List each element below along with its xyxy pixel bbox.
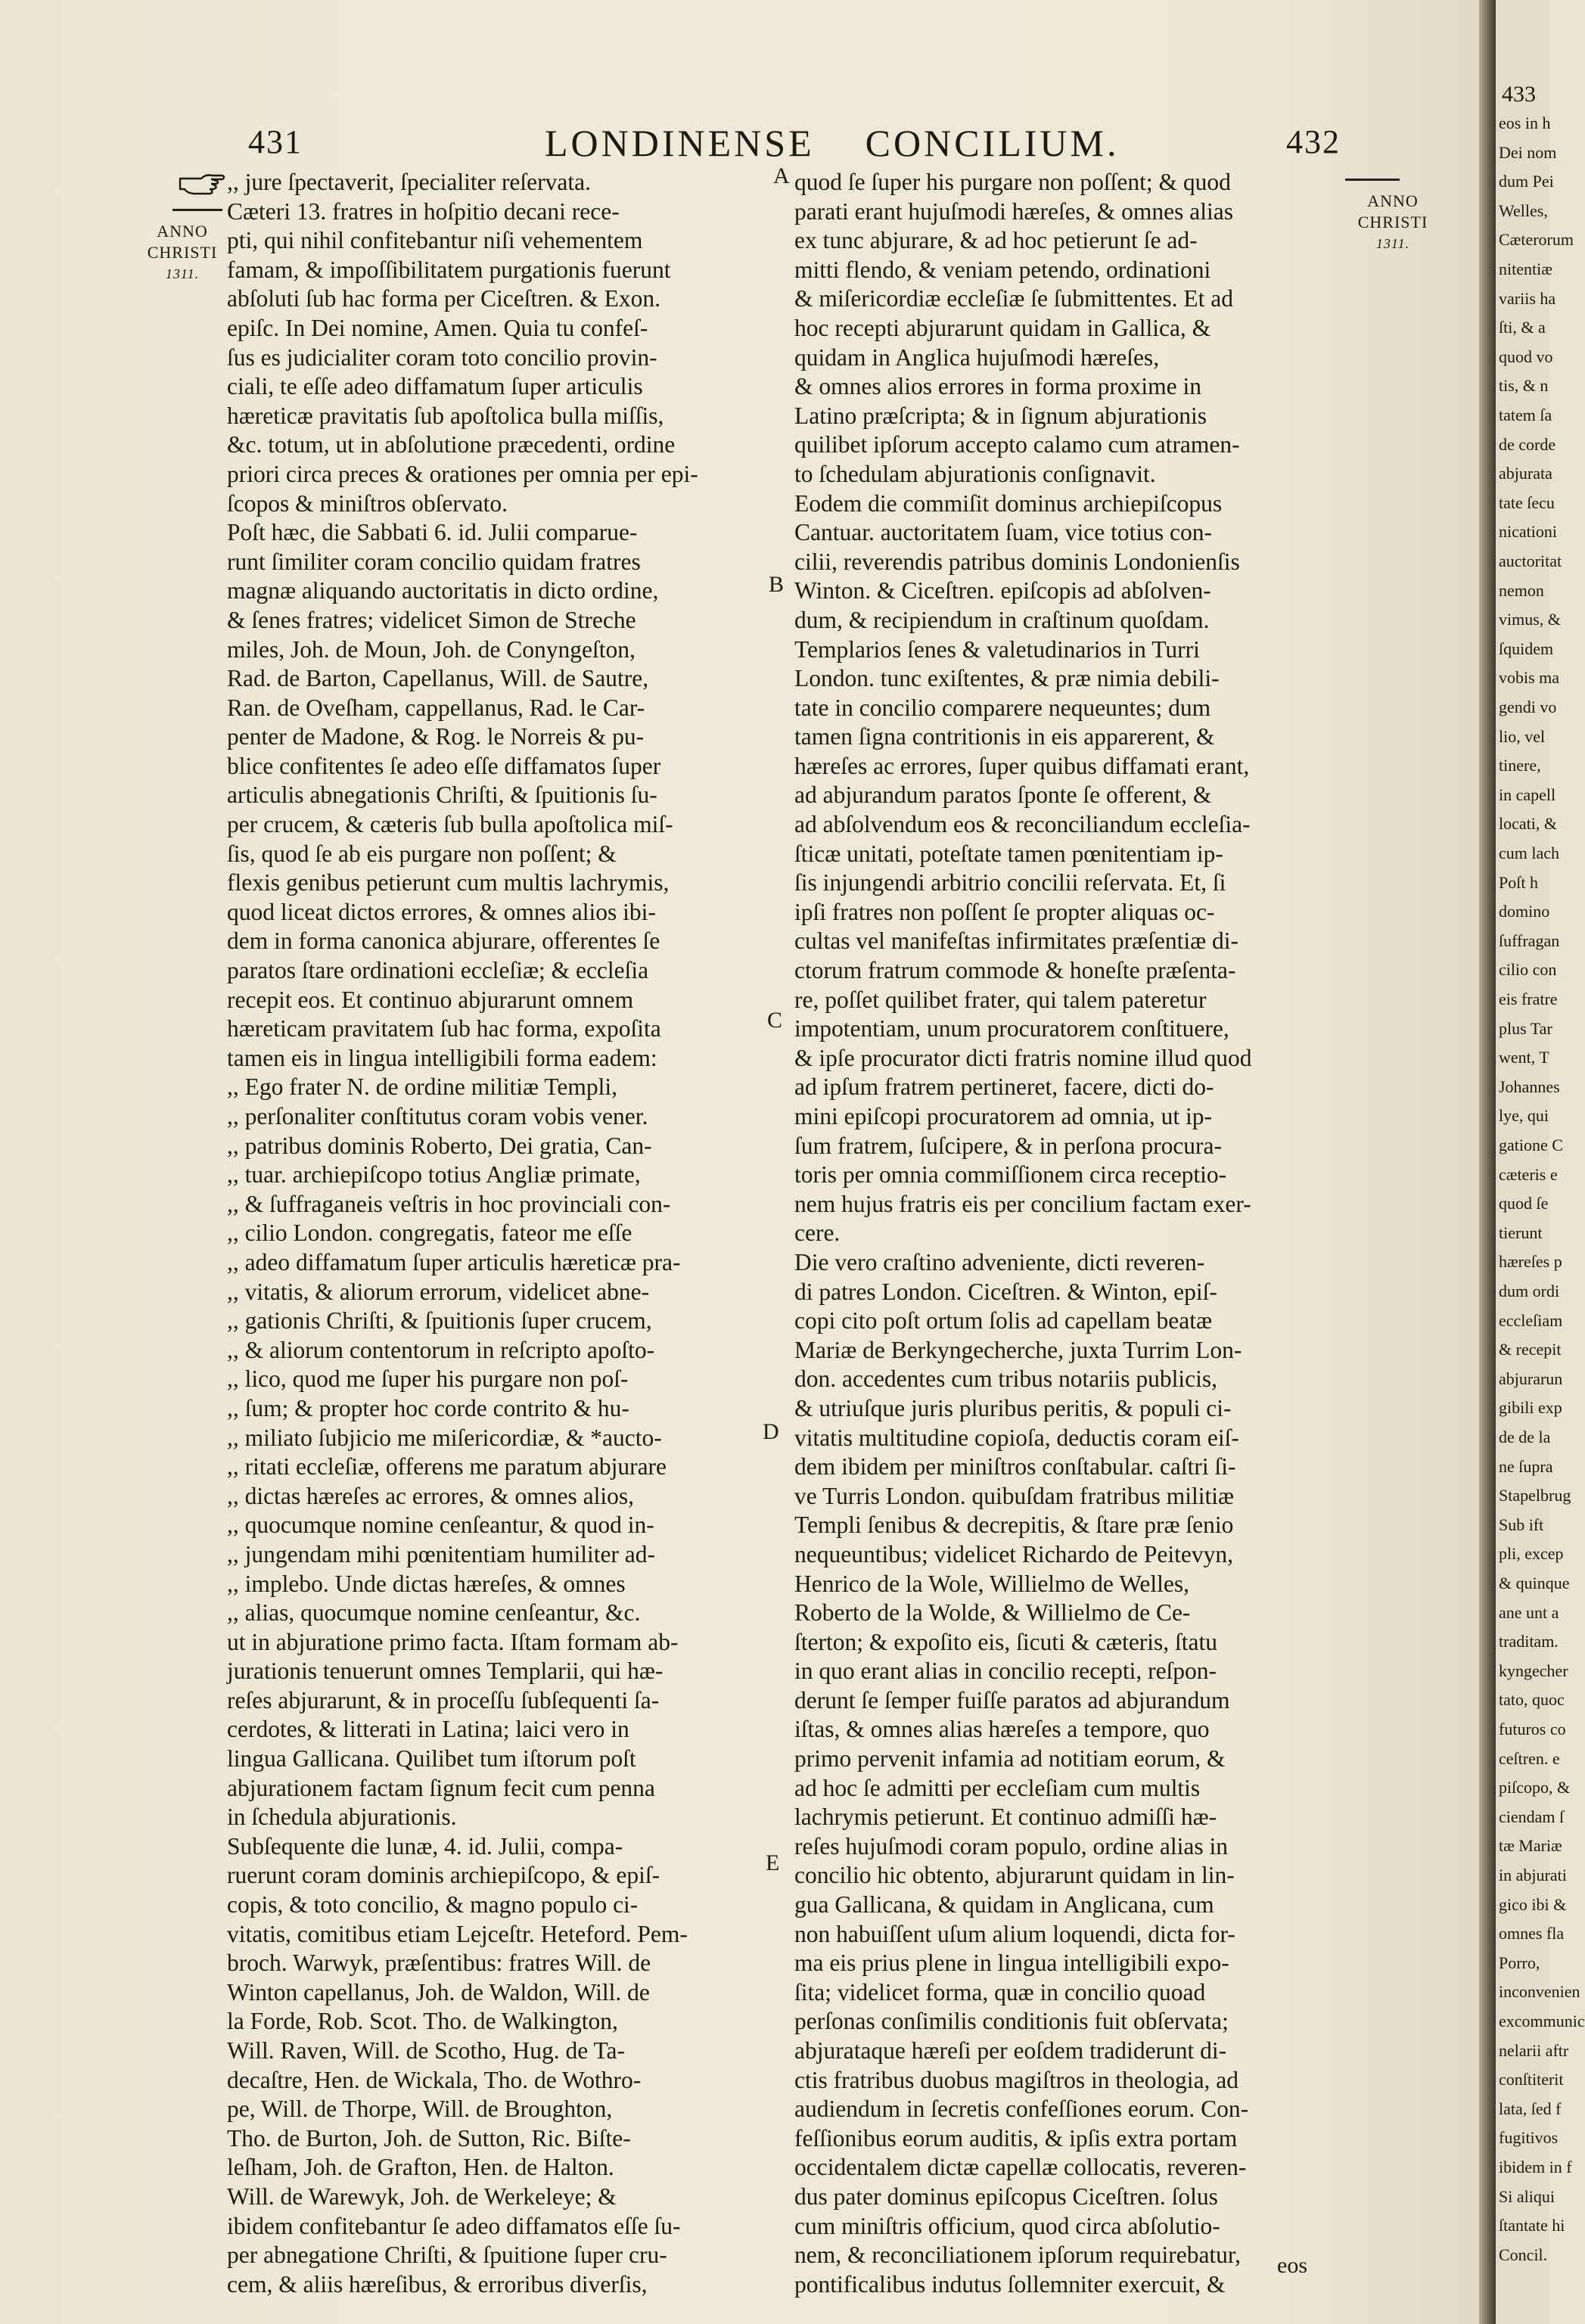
next-page-fragment: variis ha: [1499, 288, 1556, 308]
text-line: blice confitentes ſe adeo eſſe diffamatos ſuper: [227, 752, 661, 779]
text-line: vitatis, comitibus etiam Lejceſtr. Heteford. Pem-: [227, 1920, 688, 1947]
text-line: cem, & aliis hæreſibus, & erroribus diverſis,: [227, 2270, 648, 2298]
next-page-fragment: piſcopo, &: [1499, 1778, 1571, 1797]
text-line: per crucem, & cæteris ſub bulla apoſtolica miſ-: [227, 811, 673, 838]
next-page-fragment: ceſtren. e: [1499, 1748, 1560, 1768]
text-line: broch. Warwyk, præſentibus: fratres Will. de: [227, 1950, 651, 1977]
text-line: ſcopos & miniſtros obſervato.: [227, 489, 508, 517]
next-page-fragment: tato, quoc: [1499, 1690, 1565, 1710]
text-line: cerdotes, & litterati in Latina; laici vero in: [227, 1716, 629, 1743]
next-page-fragment: in abjurati: [1499, 1866, 1567, 1884]
text-line: & omnes alios errores in forma proxime in: [794, 373, 1201, 400]
text-line: nequeuntibus; videlicet Richardo de Peitevyn,: [794, 1540, 1233, 1567]
text-line: abſoluti ſub hac forma per Ciceſtren. & Exon.: [227, 285, 660, 312]
text-line: pe, Will. de Thorpe, Will. de Broughton,: [227, 2096, 613, 2123]
text-line: ,, & aliorum contentorum in reſcripto apoſto-: [227, 1336, 655, 1363]
text-line: decaſtre, Hen. de Wickala, Tho. de Wothro-: [227, 2066, 642, 2093]
running-title-right: CONCILIUM.: [865, 122, 1120, 164]
year-label: 1311.: [165, 266, 200, 281]
text-line: Winton capellanus, Joh. de Waldon, Will. de: [227, 1978, 650, 2006]
next-page-fragment: conſtiterit: [1499, 2070, 1564, 2089]
text-line: cum miniſtris officium, quod circa abſolutio-: [794, 2212, 1220, 2239]
text-line: ctis fratribus duobus magiſtros in theologia, ad: [794, 2066, 1239, 2093]
text-line: lachrymis petierunt. Et continuo admiſſi hæ-: [794, 1804, 1217, 1831]
text-line: Templarios ſenes & valetudinarios in Turri: [794, 635, 1200, 663]
anno-label: ANNO: [157, 222, 208, 241]
text-line: ve Turris London. quibuſdam fratribus militiæ: [794, 1482, 1234, 1509]
text-line: quod ſe ſuper his purgare non poſſent; & quod: [794, 169, 1231, 195]
text-line: reſes hujuſmodi coram populo, ordine alias in: [794, 1832, 1228, 1860]
christi-label: CHRISTI: [1357, 213, 1428, 231]
next-page-fragment: Dei nom: [1499, 142, 1557, 162]
text-line: famam, & impoſſibilitatem purgationis fuerunt: [227, 256, 671, 283]
anno-label: ANNO: [1367, 191, 1419, 210]
text-line: Cantuar. auctoritatem ſuam, vice totius con-: [794, 519, 1212, 546]
next-page-fragment: tatem ſa: [1499, 405, 1552, 424]
next-page-fragment: abjurata: [1499, 464, 1552, 483]
text-line: leſham, Joh. de Grafton, Hen. de Halton.: [227, 2154, 614, 2181]
margin-letter-a: A: [773, 163, 790, 188]
next-page-fragment: omnes fla: [1499, 1924, 1565, 1943]
text-line: Will. de Warewyk, Joh. de Werkeleye; &: [227, 2183, 617, 2210]
next-page-fragment: & quinque: [1499, 1574, 1570, 1592]
next-page-fragment: hæreſes p: [1499, 1252, 1562, 1272]
text-line: & ipſe procurator dicti fratris nomine illud quod: [794, 1044, 1252, 1071]
text-line: mini epiſcopi procuratorem ad omnia, ut ip-: [794, 1103, 1212, 1129]
text-line: ,, perſonaliter conſtitutus coram vobis vener.: [227, 1103, 648, 1129]
next-page-fragment: Stapelbrug: [1499, 1486, 1571, 1505]
next-page-fragment: in capell: [1499, 785, 1556, 804]
text-line: cere.: [794, 1219, 841, 1247]
text-line: tate in concilio comparere nequeuntes; dum: [794, 694, 1211, 721]
text-line: mitti flendo, & veniam petendo, ordinationi: [794, 256, 1211, 283]
text-line: dus pater dominus epiſcopus Ciceſtren. ſolus: [794, 2183, 1218, 2210]
text-line: hoc recepti abjurarunt quidam in Gallica, &: [794, 314, 1211, 341]
year-label: 1311.: [1375, 236, 1410, 251]
text-line: ,, ſum; & propter hoc corde contrito & hu-: [227, 1394, 629, 1421]
next-page-fragment: traditam.: [1499, 1632, 1559, 1651]
christi-label: CHRISTI: [147, 243, 218, 262]
text-line: Poſt hæc, die Sabbati 6. id. Julii comparue-: [227, 519, 638, 546]
next-page-fragment: gico ibi &: [1499, 1894, 1567, 1914]
text-line: Eodem die commiſit dominus archiepiſcopus: [794, 489, 1223, 517]
next-page-fragment: lye, qui: [1499, 1106, 1549, 1126]
margin-letter-b: B: [769, 572, 785, 597]
text-line: cultas vel manifeſtas infirmitates præſentiæ di-: [794, 927, 1238, 955]
next-page-fragment: ſtantate hi: [1499, 2216, 1565, 2235]
running-title: [545, 121, 1119, 165]
next-page-fragment: nemon: [1499, 580, 1544, 600]
text-line: ſus es judicialiter coram toto concilio provin-: [227, 343, 657, 371]
next-page-fragment: fugitivos: [1499, 2128, 1559, 2148]
next-page-fragment: nitentiæ: [1499, 259, 1552, 278]
text-line: abjurationem factam ſignum fecit cum penna: [227, 1774, 655, 1801]
next-page-fragment: inconvenien: [1499, 1982, 1580, 2002]
next-page-fragment: plus Tar: [1499, 1018, 1552, 1038]
text-line: Ran. de Oveſham, cappellanus, Rad. le Car-: [227, 694, 645, 721]
text-line: flexis genibus petierunt cum multis lachrymis,: [227, 869, 670, 896]
text-line: feſſionibus eorum auditis, & ipſis extra portam: [794, 2124, 1238, 2152]
next-page-fragment: vimus, &: [1499, 610, 1561, 629]
next-page-fragment: ſti, & a: [1499, 318, 1546, 337]
next-page-fragment: & recepit: [1499, 1340, 1562, 1359]
text-line: articulis abnegationis Chriſti, & ſpuitionis ſu-: [227, 781, 657, 809]
next-page-fragment: kyngecher: [1499, 1661, 1568, 1680]
text-line: ctorum fratrum commode & honeſte præſenta-: [794, 957, 1236, 984]
text-line: ,, miliato ſubjicio me miſericordiæ, & *aucto-: [227, 1424, 662, 1451]
text-line: ,, tuar. archiepiſcopo totius Angliæ primate,: [227, 1161, 641, 1188]
text-line: ruerunt coram dominis archiepiſcopo, & epiſ-: [227, 1862, 660, 1889]
text-line: to ſchedulam abjurationis conſignavit.: [794, 460, 1156, 487]
next-page-fragment: gendi vo: [1499, 698, 1557, 716]
text-line: ad abjurandum paratos ſponte ſe offerent, &: [794, 781, 1212, 809]
text-line: ,, patribus dominis Roberto, Dei gratia, Can-: [227, 1132, 652, 1159]
next-page-fragment: eccleſiam: [1499, 1310, 1563, 1330]
text-line: ,, ritati eccleſiæ, offerens me paratum abjurare: [227, 1453, 667, 1480]
text-line: ad abſolvendum eos & reconciliandum eccleſia-: [794, 811, 1251, 838]
text-line: ,, Ego frater N. de ordine militiæ Templi,: [227, 1073, 617, 1101]
next-page-fragment: eos in h: [1499, 113, 1551, 132]
text-line: ſita; videlicet forma, quæ in concilio quoad: [794, 1978, 1206, 2006]
text-line: tamen ſigna contritionis in eis apparerent, &: [794, 723, 1215, 750]
right-text-column: [794, 168, 1369, 2299]
text-line: magnæ aliquando auctoritatis in dicto ordine,: [227, 577, 659, 604]
text-line: concilio hic obtento, abjurarunt quidam in lin-: [794, 1862, 1235, 1889]
next-page-fragment: de corde: [1499, 434, 1556, 454]
text-line: ſis injungendi arbitrio concilii reſervata. Et, ſi: [794, 869, 1226, 896]
text-line: pontificalibus indutus ſollemniter exercuit, &: [794, 2270, 1226, 2298]
anno-christi-left: [141, 221, 224, 284]
next-page-fragment: dum Pei: [1499, 172, 1554, 191]
text-line: parati erant hujuſmodi hæreſes, & omnes alias: [794, 197, 1233, 225]
running-title-left: LONDINENSE: [545, 122, 815, 164]
text-line: Henrico de la Wole, Willielmo de Welles,: [794, 1570, 1190, 1597]
next-page-fragment: ſquidem: [1499, 638, 1554, 658]
text-line: ipſi fratres non poſſent ſe propter aliquas oc-: [794, 898, 1215, 925]
next-page-fragment: gibili exp: [1499, 1398, 1562, 1418]
text-line: ,, jungendam mihi pœnitentiam humiliter ad-: [227, 1540, 656, 1567]
text-line: gua Gallicana, & quidam in Anglicana, cum: [794, 1891, 1214, 1919]
text-line: ad ipſum fratrem pertineret, facere, dicti do-: [794, 1073, 1214, 1101]
text-line: nem hujus fratris eis per concilium factam exer-: [794, 1190, 1251, 1217]
next-page-fragment: Concil.: [1499, 2245, 1548, 2264]
next-page-fragment: dum ordi: [1499, 1282, 1560, 1300]
next-page-fragment: tis, & n: [1499, 376, 1549, 396]
next-page-fragment: tierunt: [1499, 1223, 1543, 1242]
text-line: pti, qui nihil confitebantur niſi vehementem: [227, 227, 643, 254]
text-line: ex tunc abjurare, & ad hoc petierunt ſe ad-: [794, 227, 1198, 254]
text-line: ,, lico, quod me ſuper his purgare non poſ-: [227, 1366, 629, 1393]
text-line: recepit eos. Et continuo abjurarunt omnem: [227, 986, 634, 1013]
next-page-fragment: Sub ift: [1499, 1515, 1544, 1534]
text-line: & ſenes fratres; videlicet Simon de Streche: [227, 606, 636, 633]
margin-letter-c: C: [767, 1008, 783, 1033]
text-line: don. accedentes cum tribus notariis publicis,: [794, 1366, 1217, 1393]
text-line: epiſc. In Dei nomine, Amen. Quia tu confeſ-: [227, 314, 648, 341]
next-page-fragment: lio, vel: [1499, 726, 1546, 746]
text-line: re, poſſet quilibet frater, qui talem pateretur: [794, 986, 1207, 1013]
text-line: quidam in Anglica hujuſmodi hæreſes,: [794, 343, 1160, 371]
next-page-fragment: ciendam ſ: [1499, 1807, 1565, 1826]
rule-left-top: [172, 209, 222, 211]
text-line: & miſericordiæ eccleſiæ ſe ſubmittentes. Et ad: [794, 285, 1233, 312]
next-page-fragment: cæteris e: [1499, 1164, 1558, 1184]
next-page-fragment: Cæterorum: [1499, 230, 1574, 250]
text-line: quod liceat dictos errores, & omnes alios ibi-: [227, 898, 656, 925]
text-line: Die vero craſtino adveniente, dicti reveren-: [794, 1248, 1205, 1275]
text-line: primo pervenit infamia ad notitiam eorum, &: [794, 1745, 1226, 1773]
text-line: dem ibidem per miniſtros conſtabular. caſtri ſi-: [794, 1453, 1236, 1480]
text-line: copi cito poſt ortum ſolis ad capellam beatæ: [794, 1307, 1212, 1334]
text-line: abjurataque hæreſi per eoſdem tradiderunt di-: [794, 2037, 1227, 2064]
next-page-fragment: ne ſupra: [1499, 1456, 1553, 1476]
text-line: ,, implebo. Unde dictas hæreſes, & omnes: [227, 1570, 626, 1597]
text-line: impotentiam, unum procuratorem conſtituere,: [794, 1015, 1229, 1042]
text-line: derunt ſe ſemper fuiſſe paratos ad abjurandum: [794, 1686, 1230, 1713]
text-line: Subſequente die lunæ, 4. id. Julii, compa-: [227, 1832, 623, 1860]
next-page-fragment: ſuffragan: [1499, 931, 1560, 950]
text-line: Winton. & Ciceſtren. epiſcopis ad abſolven-: [794, 577, 1211, 604]
text-line: ciali, te eſſe adeo diffamatum ſuper articulis: [227, 373, 643, 400]
text-line: copis, & toto concilio, & magno populo ci-: [227, 1891, 639, 1919]
text-line: ,, vitatis, & aliorum errorum, videlicet abne-: [227, 1278, 650, 1305]
text-line: toris per omnia commiſſionem circa receptio-: [794, 1161, 1227, 1188]
next-page-fragment: auctoritat: [1499, 551, 1562, 570]
text-line: ,, adeo diffamatum ſuper articulis hæreticæ pra-: [227, 1248, 681, 1275]
next-page-fragment: Si aliqui: [1499, 2186, 1555, 2206]
next-page-fragment: went, T: [1499, 1048, 1549, 1067]
text-line: ,, alias, quocumque nomine cenſeantur, &c.: [227, 1599, 641, 1626]
text-line: la Forde, Rob. Scot. Tho. de Walkington,: [227, 2008, 618, 2035]
next-page-edge: [1496, 0, 1585, 2324]
next-page-fragment: cum lach: [1499, 844, 1560, 862]
next-page-fragment: ibidem in f: [1499, 2158, 1572, 2176]
next-page-fragment: Welles,: [1499, 200, 1548, 220]
text-line: quilibet ipſorum accepto calamo cum atramen-: [794, 431, 1240, 458]
text-line: Will. Raven, Will. de Scotho, Hug. de Ta-: [227, 2037, 626, 2064]
next-page-fragment: Johannes: [1499, 1077, 1560, 1096]
text-line: & utriuſque juris pluribus peritis, & populi ci-: [794, 1394, 1232, 1421]
text-line: jurationis tenuerunt omnes Templarii, qui hæ-: [227, 1658, 664, 1685]
text-line: priori circa preces & orationes per omnia per epi-: [227, 460, 698, 487]
text-line: penter de Madone, & Rog. le Norreis & pu-: [227, 723, 645, 750]
next-page-fragment: vobis ma: [1499, 668, 1560, 688]
next-page-fragment: Porro,: [1499, 1953, 1540, 1972]
text-line: ,, gationis Chriſti, & ſpuitionis ſuper crucem,: [227, 1307, 652, 1334]
page-number-right: 432: [1286, 123, 1341, 160]
text-line: hæreticam pravitatem ſub hac forma, expoſita: [227, 1015, 661, 1042]
text-line: hæreticæ pravitatis ſub apoſtolica bulla miſſis,: [227, 402, 664, 429]
next-page-fragment: nelarii aftr: [1499, 2040, 1569, 2060]
text-line: Latino præſcripta; & in ſignum abjurationis: [794, 402, 1207, 429]
left-text-column: [227, 168, 764, 2299]
next-page-fragment: abjurarun: [1499, 1369, 1563, 1388]
text-line: perſonas conſimilis conditionis fuit obſervata;: [794, 2008, 1229, 2035]
margin-letter-d: D: [763, 1419, 779, 1444]
text-line: ad hoc ſe admitti per eccleſiam cum multis: [794, 1774, 1201, 1801]
next-page-fragment: gatione C: [1499, 1136, 1563, 1154]
text-line: in quo erant alias in concilio recepti, reſpon-: [794, 1658, 1217, 1685]
next-page-fragment: pli, excep: [1499, 1544, 1564, 1564]
next-page-number: 433: [1502, 82, 1536, 107]
text-line: Templi ſenibus & decrepitis, & ſtare præ ſenio: [794, 1512, 1234, 1539]
text-line: occidentalem dictæ capellæ collocatis, reveren-: [794, 2154, 1247, 2181]
next-page-fragment: futuros co: [1499, 1720, 1566, 1738]
next-page-fragment: quod vo: [1499, 346, 1553, 366]
text-line: ,, jure ſpectaverit, ſpecialiter reſervata.: [227, 169, 591, 195]
next-page-fragment: Poſt h: [1499, 872, 1538, 892]
text-line: &c. totum, ut in abſolutione præcedenti, ordine: [227, 431, 676, 458]
next-page-fragment: excommunic: [1499, 2012, 1585, 2030]
pointing-hand-icon: [179, 171, 225, 197]
text-line: London. tunc exiſtentes, & præ nimia debili-: [794, 665, 1220, 692]
next-page-fragment: locati, &: [1499, 814, 1557, 834]
text-line: ſum fratrem, ſuſcipere, & in perſona procura-: [794, 1132, 1223, 1159]
text-line: in ſchedula abjurationis.: [227, 1804, 457, 1831]
text-line: ,, quocumque nomine cenſeantur, & quod in-: [227, 1512, 654, 1539]
text-line: ibidem confitebantur ſe adeo diffamatos eſſe ſu-: [227, 2212, 681, 2239]
page-number-left: 431: [248, 123, 303, 160]
margin-letter-e: E: [766, 1850, 780, 1875]
text-line: ſis, quod ſe ab eis purgare non poſſent; &: [227, 840, 617, 867]
text-line: dem in forma canonica abjurare, offerentes ſe: [227, 927, 660, 955]
text-line: ,, dictas hæreſes ac errores, & omnes alios,: [227, 1482, 634, 1509]
next-page-fragment: tæ Mariæ: [1499, 1836, 1562, 1856]
next-page-fragment: de de la: [1499, 1428, 1551, 1446]
text-line: non habuiſſent uſum alium loquendi, dicta for-: [794, 1920, 1235, 1947]
text-line: Cæteri 13. fratres in hoſpitio decani rece-: [227, 197, 620, 225]
text-line: Roberto de la Wolde, & Willielmo de Ce-: [794, 1599, 1191, 1626]
text-line: iſtas, & omnes alias hæreſes a tempore, quo: [794, 1716, 1210, 1743]
next-page-fragment: tinere,: [1499, 756, 1541, 775]
next-page-fragment: nicationi: [1499, 522, 1557, 542]
text-line: miles, Joh. de Moun, Joh. de Conyngeſton,: [227, 635, 636, 663]
text-line: ,, & ſuffraganeis veſtris in hoc provinciali con-: [227, 1190, 671, 1217]
next-page-fragment: cilio con: [1499, 960, 1557, 980]
text-line: paratos ſtare ordinationi eccleſiæ; & eccleſia: [227, 957, 649, 984]
text-line: vitatis multitudine copioſa, deductis coram eiſ-: [794, 1424, 1239, 1451]
next-page-fragment: eis fratre: [1499, 990, 1558, 1008]
text-line: Tho. de Burton, Joh. de Sutton, Ric. Biſte-: [227, 2124, 631, 2152]
text-line: audiendum in ſecretis confeſſiones eorum. Con-: [794, 2096, 1249, 2123]
text-line: reſes abjurarunt, & in proceſſu ſubſequenti ſa-: [227, 1686, 660, 1713]
next-page-fragment: lata, ſed f: [1499, 2099, 1562, 2118]
next-page-fragment: domino: [1499, 902, 1550, 921]
text-line: per abnegatione Chriſti, & ſpuitione ſuper cru-: [227, 2242, 667, 2269]
text-line: lingua Gallicana. Quilibet tum iſtorum poſt: [227, 1745, 636, 1773]
next-page-fragment: ane unt a: [1499, 1602, 1559, 1622]
text-line: runt ſimiliter coram concilio quidam fratres: [227, 548, 641, 575]
text-line: ut in abjuratione primo facta. Iſtam formam ab-: [227, 1628, 679, 1655]
book-gutter: [1479, 0, 1496, 2324]
text-line: cilii, reverendis patribus dominis Londonienſis: [794, 548, 1240, 575]
text-line: ma eis prius plene in lingua intelligibili expo-: [794, 1950, 1229, 1977]
text-line: Mariæ de Berkyngecherche, juxta Turrim Lon-: [794, 1336, 1242, 1363]
next-page-fragment: tate ſecu: [1499, 492, 1555, 512]
text-line: di patres London. Ciceſtren. & Winton, epiſ-: [794, 1278, 1217, 1305]
text-line: nem, & reconciliationem ipſorum requirebatur,: [794, 2242, 1242, 2269]
catchword: eos: [1277, 2253, 1307, 2278]
text-line: ſticæ unitati, poteſtate tamen pœnitentiam ip-: [794, 840, 1223, 867]
text-line: ,, cilio London. congregatis, fateor me eſſe: [227, 1219, 632, 1247]
text-line: Rad. de Barton, Capellanus, Will. de Sautre,: [227, 665, 649, 692]
text-line: tamen eis in lingua intelligibili forma eadem:: [227, 1044, 657, 1071]
text-line: dum, & recipiendum in craſtinum quoſdam.: [794, 606, 1210, 633]
text-line: ſterton; & expoſito eis, ſicuti & cæteris, ſtatu: [794, 1628, 1218, 1655]
text-line: hæreſes ac errores, ſuper quibus diffamati erant,: [794, 752, 1250, 779]
next-page-fragment: quod ſe: [1499, 1194, 1549, 1213]
